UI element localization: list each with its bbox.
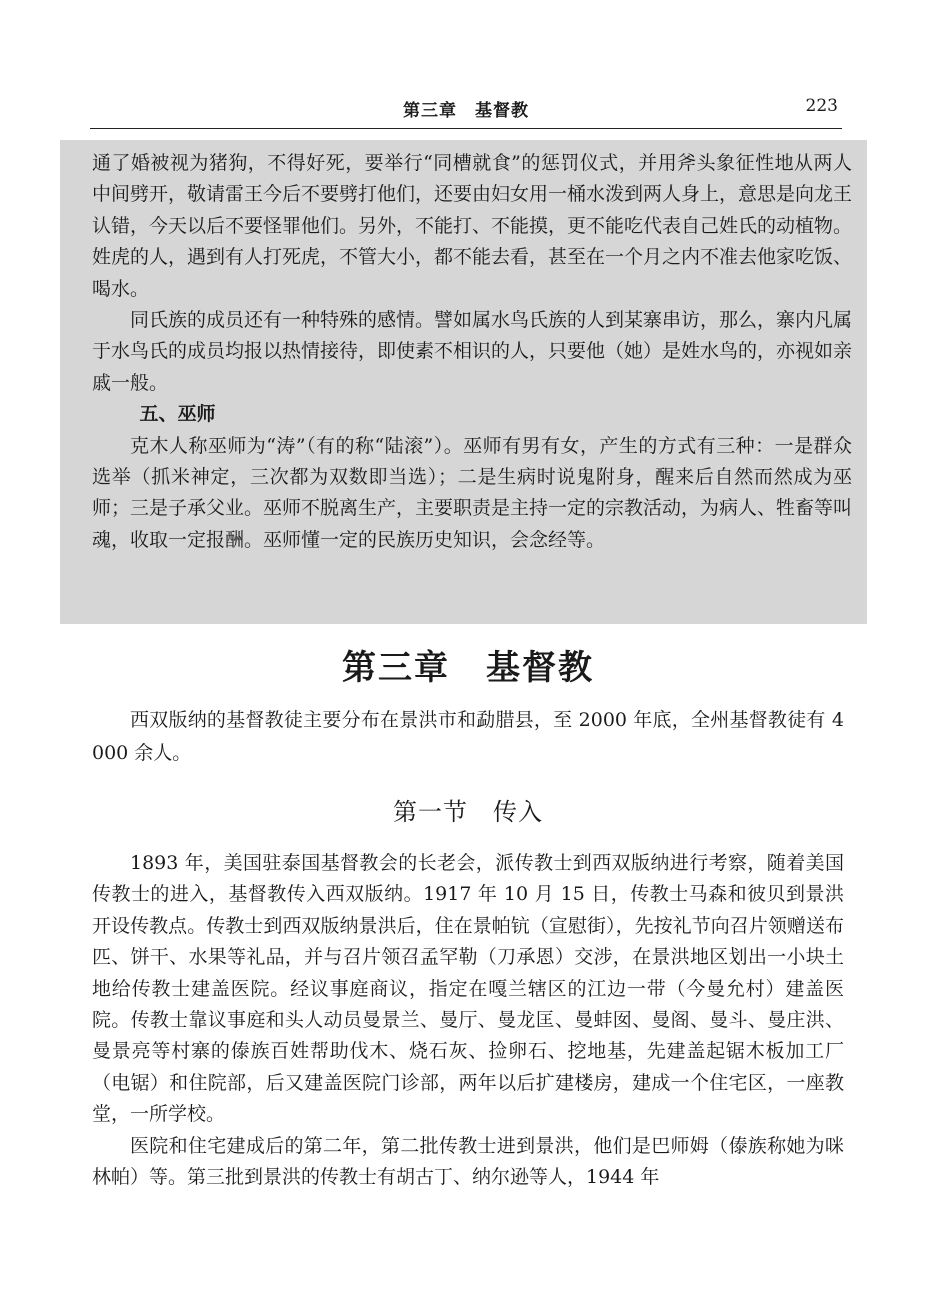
header-rule [90, 128, 842, 129]
paragraph: 克木人称巫师为“涛”（有的称“陆滚”）。巫师有男有女，产生的方式有三种：一是群众选举（抓米神定，三次都为双数即当选）；二是生病时说鬼附身，醒来后自然而然成为巫师；三是子承父业。巫师不脱离生产，主要职责是主持一定的宗教活动，为病人、牲畜等叫魂，收取一定报酬。巫师懂一定的民族历史知识，会念经等。 [92, 434, 853, 551]
chapter-title: 第三章 基督教 [342, 648, 594, 688]
running-header [90, 92, 842, 128]
paragraph: 1893 年，美国驻泰国基督教会的长老会，派传教士到西双版纳进行考察，随着美国传教士的进入，基督教传入西双版纳。1917 年 10 月 15 日，传教士马森和彼贝到景洪开设传教点。传教士到西双版纳景洪后，住在景帕钪（宣慰街），先按礼节向召片领赠送布匹、饼干、水果等礼品，并与召片领召孟罕勒（刀承恩）交涉，在景洪地区划出一小块土地给传教士建盖医院。经议事庭商议，指定在嘎兰辖区的江边一带（今曼允村）建盖医院。传教士靠议事庭和头人动员曼景兰、曼厅、曼龙匡、曼蚌囡、曼阁、曼斗、曼庄洪、曼景亮等村寨的傣族百姓帮助伐木、烧石灰、捡卵石、挖地基，先建盖起锯木板加工厂（电锯）和住院部，后又建盖医院门诊部，两年以后扩建楼房，建成一个住宅区，一座教堂，一所学校。 [92, 852, 844, 1126]
subheading: 五、巫师 [139, 403, 216, 426]
chapter-intro: 西双版纳的基督教徒主要分布在景洪市和勐腊县，至 2000 年底，全州基督教徒有 4 000 余人。 [92, 709, 844, 764]
shaded-excerpt-text [92, 148, 852, 556]
shaded-excerpt [60, 140, 867, 624]
page-number: 223 [805, 96, 838, 116]
section-title: 第一节 传入 [393, 798, 543, 826]
paragraph: 同氏族的成员还有一种特殊的感情。譬如属水鸟氏族的人到某寨串访，那么，寨内凡属于水鸟氏的成员均报以热情接待，即使素不相识的人，只要他（她）是姓水鸟的，亦视如亲戚一般。 [92, 309, 853, 394]
running-title: 第三章 基督教 [403, 101, 529, 121]
paragraph: 通了婚被视为猪狗，不得好死，要举行“同槽就食”的惩罚仪式，并用斧头象征性地从两人中间劈开，敬请雷王今后不要劈打他们，还要由妇女用一桶水泼到两人身上，意思是向龙王认错，今天以后不要怪罪他们。另外，不能打、不能摸，更不能吃代表自己姓氏的动植物。姓虎的人，遇到有人打死虎，不管大小，都不能去看，甚至在一个月之内不准去他家吃饭、喝水。 [92, 152, 853, 300]
section-body [92, 848, 844, 1193]
paragraph: 医院和住宅建成后的第二年，第二批传教士进到景洪，他们是巴师姆（傣族称她为咪林帕）等。第三批到景洪的传教士有胡古丁、纳尔逊等人，1944 年 [92, 1134, 844, 1189]
